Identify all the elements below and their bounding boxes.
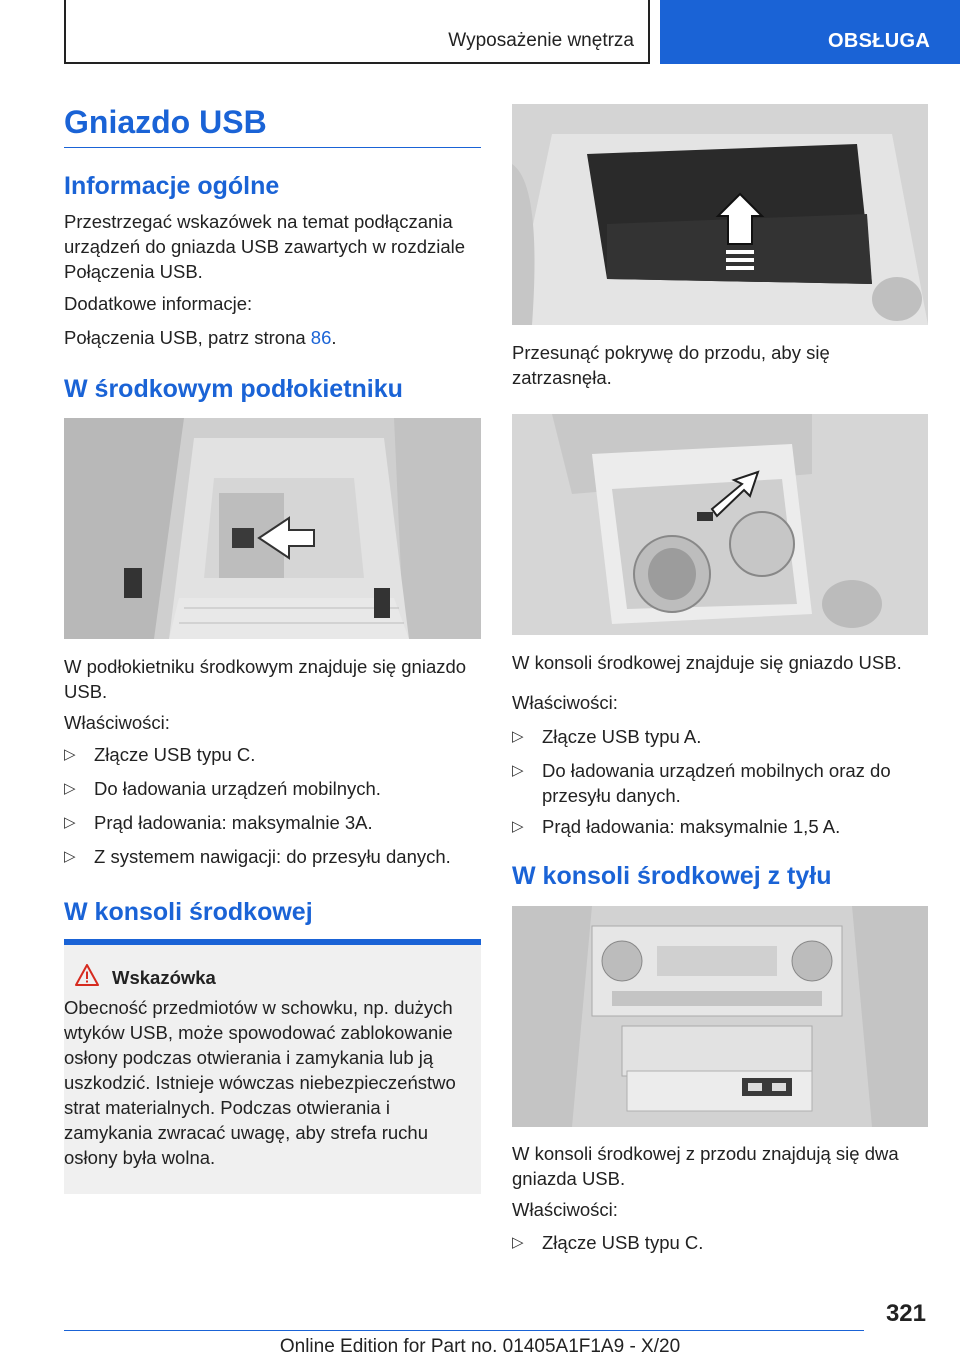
slide-caption: Przesunąć pokrywę do przodu, aby się zatrzasnęła. [512, 342, 830, 388]
footer-edition: Online Edition for Part no. 01405A1F1A9 - X/20 [279, 1336, 681, 1357]
page-link[interactable]: 86 [310, 327, 332, 348]
rear-console-caption: W konsoli środkowej z przodu znajdują się dwa gniazda USB. [512, 1143, 899, 1189]
section-header-box [64, 0, 650, 64]
bullet-marker-icon: ▷ [512, 1234, 524, 1251]
note-title: Wskazówka [112, 967, 216, 988]
page-number: 321 [885, 1300, 926, 1327]
bullet-marker-icon: ▷ [64, 814, 76, 831]
title-rule [64, 147, 481, 148]
reference-suffix: . [331, 327, 337, 348]
chapter-tab[interactable] [660, 0, 960, 64]
chapter-tab-label: OBSŁUGA [828, 30, 931, 52]
console-bullet: ▷ Złącze USB typu A. [512, 726, 702, 747]
rear-console-heading: W konsoli środkowej z tyłu [512, 862, 832, 890]
page-title: Gniazdo USB [64, 104, 267, 140]
cover-slide-photo [512, 104, 928, 325]
additional-info-label: Dodatkowe informacje: [64, 293, 253, 314]
armrest-heading: W środkowym podłokietniku [64, 375, 403, 403]
section-title: Wyposażenie wnętrza [448, 30, 634, 51]
reference-text: Połączenia USB, patrz strona [64, 327, 311, 348]
console-photo [512, 414, 928, 635]
armrest-caption: W podłokietniku środkowym znajduje się gniazdo USB. [64, 656, 467, 702]
rear-properties-label: Właściwości: [512, 1199, 618, 1220]
console-bullet: ▷ Prąd ładowania: maksymalnie 1,5 A. [512, 816, 841, 837]
armrest-bullet: ▷ Z systemem nawigacji: do przesyłu danych. [64, 846, 451, 867]
general-text: Przestrzegać wskazówek na temat podłączania urządzeń do gniazda USB zawartych w rozdziale Połączenia USB. [64, 211, 466, 282]
bullet-marker-icon: ▷ [512, 818, 524, 835]
note-text: Obecność przedmiotów w schowku, np. dużych wtyków USB, może spowodować zablokowanie osłony podczas otwierania i zamykania lub ją uszkodzić. Istnieje wówczas niebezpieczeństwo strat materialnych. Podczas otwierania i zamykania zwracać uwagę, aby strefa ruchu osłony była wolna. [64, 997, 456, 1168]
bullet-marker-icon: ▷ [64, 780, 76, 797]
console-heading: W konsoli środkowej [64, 898, 313, 926]
bullet-marker-icon: ▷ [512, 728, 524, 745]
warning-note [64, 945, 481, 1194]
rear-bullet: ▷ Złącze USB typu C. [512, 1232, 704, 1253]
console-bullet: ▷ Do ładowania urządzeń mobilnych oraz do przesyłu danych. [512, 760, 891, 806]
console-properties-label: Właściwości: [512, 692, 618, 713]
armrest-properties-label: Właściwości: [64, 712, 170, 733]
warning-icon [75, 964, 99, 986]
console-caption: W konsoli środkowej znajduje się gniazdo USB. [512, 652, 902, 673]
bullet-marker-icon: ▷ [64, 746, 76, 763]
general-heading: Informacje ogólne [64, 172, 280, 200]
footer-rule [64, 1330, 864, 1331]
reference-line [64, 325, 481, 350]
bullet-marker-icon: ▷ [512, 762, 524, 779]
rear-console-photo [512, 906, 928, 1127]
page-header [0, 0, 960, 64]
armrest-bullet: ▷ Prąd ładowania: maksymalnie 3A. [64, 812, 373, 833]
armrest-bullet: ▷ Złącze USB typu C. [64, 744, 256, 765]
bullet-marker-icon: ▷ [64, 848, 76, 865]
armrest-photo [64, 418, 481, 639]
armrest-bullet: ▷ Do ładowania urządzeń mobilnych. [64, 778, 381, 799]
